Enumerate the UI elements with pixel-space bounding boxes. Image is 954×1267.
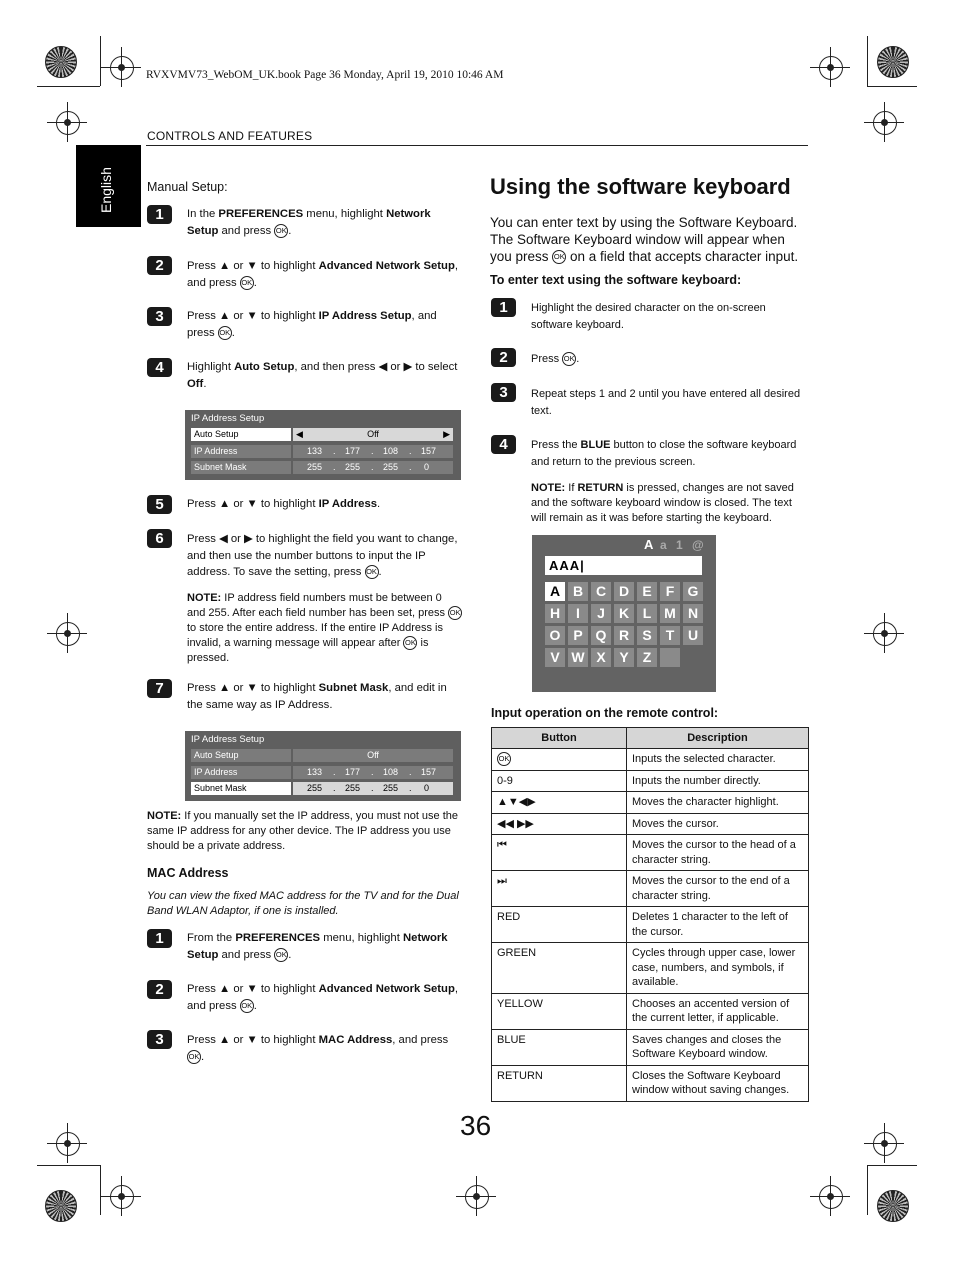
crop-line <box>37 1165 100 1166</box>
procedure-heading: To enter text using the software keyboard: <box>490 273 742 287</box>
octet: 108 <box>383 446 399 456</box>
crop-line <box>867 86 917 87</box>
step-number: 4 <box>491 435 516 454</box>
octet: 255 <box>345 462 361 472</box>
button-cell <box>492 993 627 1029</box>
key-p[interactable]: P <box>568 626 588 645</box>
crop-mark-icon <box>873 111 897 135</box>
key-v[interactable]: V <box>545 648 565 667</box>
button-name: BLUE <box>497 1033 526 1046</box>
octet: 255 <box>307 462 323 472</box>
step-text: Press ▲ or ▼ to highlight Subnet Mask, and edit in the same way as IP Address. <box>187 682 447 711</box>
table-row <box>492 1029 809 1065</box>
registration-rosette-icon <box>877 1190 909 1222</box>
crop-mark-icon <box>873 622 897 646</box>
registration-rosette-icon <box>45 46 77 78</box>
key-j[interactable]: J <box>591 604 611 623</box>
remote-operations-table <box>491 727 809 1102</box>
dot: . <box>333 462 336 472</box>
step-number: 1 <box>147 929 172 948</box>
button-cell <box>492 1029 627 1065</box>
octet: 255 <box>307 783 323 793</box>
right-arrow-icon: ▶ <box>443 429 450 439</box>
key-m[interactable]: M <box>660 604 680 623</box>
button-cell <box>492 813 627 835</box>
file-meta: RVXVMV73_WebOM_UK.book Page 36 Monday, April 19, 2010 10:46 AM <box>146 69 504 81</box>
button-cell <box>492 871 627 907</box>
description-cell: Deletes 1 character to the left of the cursor. <box>627 907 809 943</box>
dot: . <box>333 783 336 793</box>
octet: 133 <box>307 446 323 456</box>
description-cell: Closes the Software Keyboard window without saving changes. <box>627 1065 809 1101</box>
page-number: 36 <box>460 1110 492 1141</box>
key-i[interactable]: I <box>568 604 588 623</box>
mode-lower[interactable]: a <box>660 538 667 552</box>
panel-title: IP Address Setup <box>191 413 265 424</box>
table-body <box>492 749 809 1102</box>
table-row <box>492 770 809 792</box>
table-row <box>492 749 809 771</box>
button-name: ▲▼◀▶ <box>497 796 536 808</box>
button-cell <box>492 1065 627 1101</box>
octet: 0 <box>424 462 430 472</box>
key-blank[interactable] <box>660 648 680 667</box>
button-name: ◀◀ ▶▶ <box>497 817 534 830</box>
mode-number[interactable]: 1 <box>676 538 683 552</box>
key-e[interactable]: E <box>637 582 657 601</box>
panel-title: IP Address Setup <box>191 734 265 745</box>
crop-line <box>100 36 101 86</box>
description-cell: Saves changes and closes the Software Keyboard window. <box>627 1029 809 1065</box>
octet: 157 <box>421 767 437 777</box>
subnet-mask-row[interactable] <box>191 782 453 795</box>
mode-upper[interactable]: A <box>644 537 654 552</box>
key-n[interactable]: N <box>683 604 703 623</box>
key-f[interactable]: F <box>660 582 680 601</box>
step-number: 3 <box>147 1030 172 1049</box>
button-cell <box>492 835 627 871</box>
crop-line <box>100 1165 101 1215</box>
subnet-mask-value[interactable] <box>293 782 453 795</box>
ok-button-icon: OK <box>497 752 511 766</box>
button-name: ⏮ <box>497 839 507 851</box>
crop-mark-icon <box>110 56 134 80</box>
step-text: From the PREFERENCES menu, highlight Network Setup and press OK . <box>187 932 448 961</box>
ip-address-row[interactable] <box>191 445 453 458</box>
key-w[interactable]: W <box>568 648 588 667</box>
subnet-mask-value[interactable] <box>293 461 453 474</box>
dot: . <box>371 446 374 456</box>
step-text: Press ▲ or ▼ to highlight IP Address Setup, and press OK . <box>187 310 437 339</box>
octet: 177 <box>345 767 361 777</box>
ip-setup-panel <box>185 410 461 480</box>
ip-address-label: IP Address <box>191 445 291 458</box>
octet: 177 <box>345 446 361 456</box>
key-a[interactable]: A <box>545 582 565 601</box>
mac-address-heading: MAC Address <box>147 866 229 880</box>
dot: . <box>333 767 336 777</box>
button-name: ⏭ <box>497 875 507 887</box>
description-cell: Inputs the selected character. <box>627 749 809 771</box>
key-u[interactable]: U <box>683 626 703 645</box>
mode-symbol[interactable]: @ <box>692 538 704 552</box>
auto-setup-value-text: Off <box>367 750 379 760</box>
manual-setup-heading: Manual Setup: <box>147 180 228 194</box>
step-number: 1 <box>147 205 172 224</box>
ip-address-value[interactable] <box>293 445 453 458</box>
auto-setup-row[interactable] <box>191 749 453 762</box>
step-text: Press ◀ or ▶ to highlight the field you want to change, and then use the number buttons to input the IP address. To save the setting, press OK . <box>187 533 458 578</box>
step-text: Press OK . <box>531 353 580 365</box>
subnet-mask-label: Subnet Mask <box>191 461 291 474</box>
keyboard-input-field[interactable]: AAA| <box>545 556 702 575</box>
key-t[interactable]: T <box>660 626 680 645</box>
key-o[interactable]: O <box>545 626 565 645</box>
description-cell: Cycles through upper case, lower case, numbers, and symbols, if available. <box>627 943 809 994</box>
octet: 255 <box>383 462 399 472</box>
dot: . <box>371 783 374 793</box>
dot: . <box>371 462 374 472</box>
ip-address-label: IP Address <box>191 766 291 779</box>
octet: 108 <box>383 767 399 777</box>
step-number: 2 <box>147 980 172 999</box>
language-tab-label: English <box>98 167 114 213</box>
step-text: Repeat steps 1 and 2 until you have entered all desired text. <box>531 388 801 417</box>
step-number: 2 <box>147 256 172 275</box>
ip-field-note: NOTE: IP address field numbers must be between 0 and 255. After each field number has been set, press OK to store the entire address. If the entire IP Address is invalid, a warning message will appear after OK is pressed. <box>187 592 461 664</box>
table-heading: Input operation on the remote control: <box>491 706 719 720</box>
dot: . <box>409 462 412 472</box>
crop-mark-icon <box>465 1185 489 1209</box>
dot: . <box>333 446 336 456</box>
crop-line <box>867 36 868 86</box>
key-l[interactable]: L <box>637 604 657 623</box>
description-cell: Moves the cursor to the end of a character string. <box>627 871 809 907</box>
table-row <box>492 943 809 994</box>
octet: 157 <box>421 446 437 456</box>
crop-line <box>867 1165 917 1166</box>
crop-line <box>867 1165 868 1215</box>
key-x[interactable]: X <box>591 648 611 667</box>
octet: 0 <box>424 783 430 793</box>
key-b[interactable]: B <box>568 582 588 601</box>
button-name: RETURN <box>497 1069 543 1082</box>
page-title: Using the software keyboard <box>490 174 791 199</box>
step-text: Highlight Auto Setup, and then press ◀ or ▶ to select Off. <box>187 361 458 390</box>
header-rule <box>146 145 808 146</box>
key-z[interactable]: Z <box>637 648 657 667</box>
button-name: YELLOW <box>497 997 543 1010</box>
button-cell <box>492 943 627 994</box>
button-cell <box>492 749 627 771</box>
table-row <box>492 907 809 943</box>
button-cell <box>492 907 627 943</box>
crop-line <box>37 86 100 87</box>
button-cell <box>492 770 627 792</box>
dot: . <box>409 767 412 777</box>
table-row <box>492 813 809 835</box>
dot: . <box>409 783 412 793</box>
table-row <box>492 835 809 871</box>
step-number: 3 <box>147 307 172 326</box>
button-cell <box>492 792 627 814</box>
key-c[interactable]: C <box>591 582 611 601</box>
octet: 133 <box>307 767 323 777</box>
step-text: Press ▲ or ▼ to highlight MAC Address, and press OK . <box>187 1034 449 1063</box>
column-header: Description <box>627 728 809 749</box>
step-text: Press the BLUE button to close the software keyboard and return to the previous screen. <box>531 439 797 468</box>
key-r[interactable]: R <box>614 626 634 645</box>
language-tab <box>76 145 141 227</box>
description-cell: Inputs the number directly. <box>627 770 809 792</box>
step-number: 1 <box>491 298 516 317</box>
auto-setup-value-text: Off <box>367 429 379 439</box>
section-title: CONTROLS AND FEATURES <box>147 129 313 143</box>
step-number: 2 <box>491 348 516 367</box>
intro-paragraph: You can enter text by using the Software Keyboard. The Software Keyboard window will appear when you press OK on a field that accepts character input. <box>490 215 799 264</box>
step-number: 4 <box>147 358 172 377</box>
button-name: GREEN <box>497 947 537 959</box>
step-text: In the PREFERENCES menu, highlight Network Setup and press OK . <box>187 208 431 237</box>
step-text: Highlight the desired character on the on-screen software keyboard. <box>531 302 766 331</box>
step-text: Press ▲ or ▼ to highlight IP Address. <box>187 498 381 510</box>
auto-setup-label: Auto Setup <box>191 428 291 441</box>
auto-setup-value[interactable] <box>293 749 453 762</box>
dot: . <box>371 767 374 777</box>
crop-mark-icon <box>819 56 843 80</box>
subnet-mask-row[interactable] <box>191 461 453 474</box>
octet: 255 <box>345 783 361 793</box>
key-d[interactable]: D <box>614 582 634 601</box>
ip-setup-panel-2 <box>185 731 461 801</box>
auto-setup-label: Auto Setup <box>191 749 291 762</box>
crop-mark-icon <box>819 1185 843 1209</box>
crop-mark-icon <box>873 1132 897 1156</box>
key-s[interactable]: S <box>637 626 657 645</box>
key-y[interactable]: Y <box>614 648 634 667</box>
key-g[interactable]: G <box>683 582 703 601</box>
octet: 255 <box>383 783 399 793</box>
ip-address-value[interactable] <box>293 766 453 779</box>
table-row <box>492 1065 809 1101</box>
left-arrow-icon: ◀ <box>296 429 303 439</box>
step-number: 6 <box>147 529 172 548</box>
description-cell: Chooses an accented version of the current letter, if applicable. <box>627 993 809 1029</box>
button-name: RED <box>497 911 521 923</box>
key-k[interactable]: K <box>614 604 634 623</box>
software-keyboard <box>532 535 716 692</box>
step-number: 7 <box>147 679 172 698</box>
ip-address-row[interactable] <box>191 766 453 779</box>
table-row <box>492 993 809 1029</box>
mac-address-intro: You can view the fixed MAC address for the TV and for the Dual Band WLAN Adaptor, if one is installed. <box>147 890 459 917</box>
key-q[interactable]: Q <box>591 626 611 645</box>
table-row <box>492 871 809 907</box>
description-cell: Moves the cursor to the head of a character string. <box>627 835 809 871</box>
dot: . <box>409 446 412 456</box>
crop-mark-icon <box>110 1185 134 1209</box>
description-cell: Moves the character highlight. <box>627 792 809 814</box>
crop-mark-icon <box>56 622 80 646</box>
description-cell: Moves the cursor. <box>627 813 809 835</box>
return-note: NOTE: If RETURN is pressed, changes are not saved and the software keyboard window is closed. The text will remain as it was before starting the keyboard. <box>531 482 794 524</box>
ip-address-note: NOTE: If you manually set the IP address, you must not use the same IP address for any other device. The IP address you use should be a private address. <box>147 810 459 852</box>
registration-rosette-icon <box>45 1190 77 1222</box>
registration-rosette-icon <box>877 46 909 78</box>
crop-mark-icon <box>56 1132 80 1156</box>
key-h[interactable]: H <box>545 604 565 623</box>
column-header: Button <box>492 728 627 749</box>
button-name: 0-9 <box>497 774 513 787</box>
step-number: 5 <box>147 495 172 514</box>
step-number: 3 <box>491 383 516 402</box>
crop-mark-icon <box>56 111 80 135</box>
subnet-mask-label: Subnet Mask <box>191 782 291 795</box>
step-text: Press ▲ or ▼ to highlight Advanced Network Setup, and press OK . <box>187 983 458 1012</box>
auto-setup-row[interactable] <box>191 428 453 441</box>
table-row <box>492 792 809 814</box>
step-text: Press ▲ or ▼ to highlight Advanced Network Setup, and press OK . <box>187 260 458 289</box>
auto-setup-value[interactable] <box>293 428 453 441</box>
table-header-row <box>492 728 809 749</box>
